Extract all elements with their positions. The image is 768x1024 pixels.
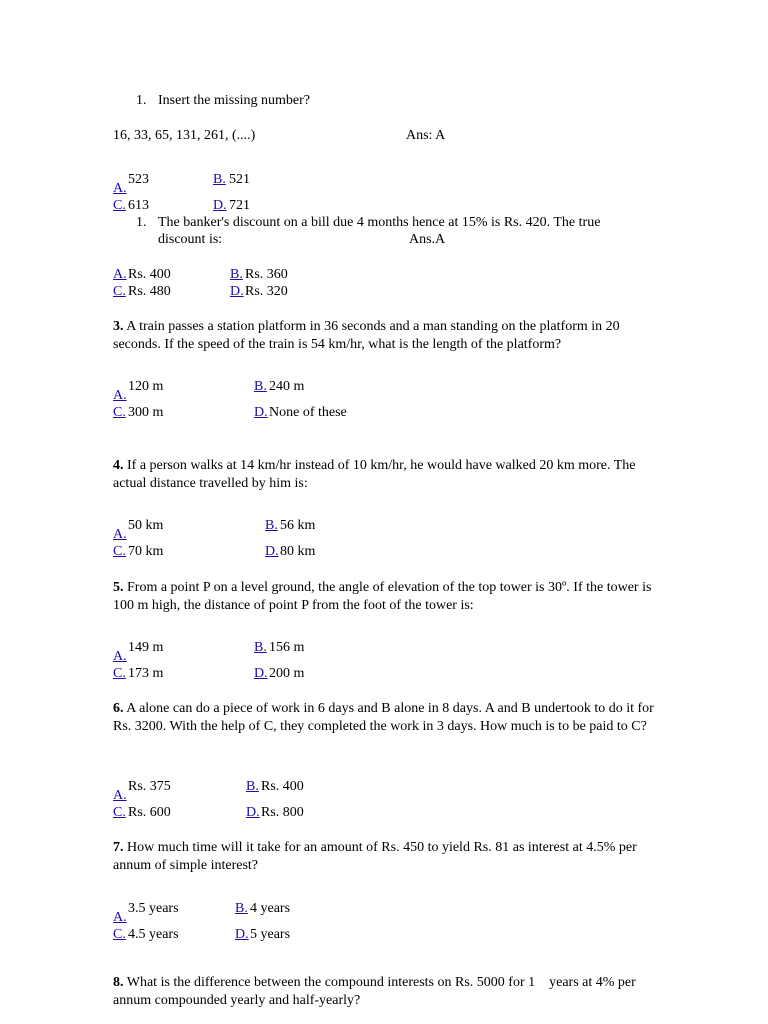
q4-option-d-value: 80 km [280,544,316,559]
q7-option-a-link[interactable]: A. [113,910,127,925]
q1-number: 1. [136,93,147,108]
q2-option-c-link[interactable]: C. [113,284,126,299]
q3-option-c-link[interactable]: C. [113,405,126,420]
q6-number: 6. [113,701,124,716]
q2-option-a-value: Rs. 400 [128,267,171,282]
q3-number: 3. [113,319,124,334]
q7-option-b-link[interactable]: B. [235,901,248,916]
q2-text-line2: discount is: [158,232,223,247]
q4-option-b-link[interactable]: B. [265,518,278,533]
q1-option-b-link[interactable]: B. [213,172,226,187]
q6-option-d-link[interactable]: D. [246,805,260,820]
q5-option-c-link[interactable]: C. [113,666,126,681]
q3-option-c-value: 300 m [128,405,164,420]
q7-text: How much time will it take for an amount of Rs. 450 to yield Rs. 81 as interest at 4.5% per annum of simple interest? [113,840,637,873]
q7-option-d-value: 5 years [250,927,291,942]
q6-question [113,700,658,735]
q1-series: 16, 33, 65, 131, 261, (....) [113,128,256,143]
q3-option-d-link[interactable]: D. [254,405,268,420]
q3-option-a-value: 120 m [128,379,164,394]
q1-text: Insert the missing number? [158,93,311,108]
q4-question [113,457,658,492]
q1-option-c-link[interactable]: C. [113,198,126,213]
q7-option-b-value: 4 years [250,901,291,916]
q4-option-a-link[interactable]: A. [113,527,127,542]
q4-text: If a person walks at 14 km/hr instead of 10 km/hr, he would have walked 20 km more. The actual distance travelled by him is: [113,458,636,491]
q5-option-b-value: 156 m [269,640,305,655]
q3-option-d-value: None of these [269,405,347,420]
q1-option-c-value: 613 [128,198,149,213]
q1-option-d-link[interactable]: D. [213,198,227,213]
q6-option-a-link[interactable]: A. [113,788,127,803]
q1-option-d-value: 721 [229,198,250,213]
q5-option-b-link[interactable]: B. [254,640,267,655]
q7-number: 7. [113,840,124,855]
q8-text: What is the difference between the compound interests on Rs. 5000 for 1 years at 4% per annum compounded yearly and half-yearly? [113,975,640,1008]
q2-option-b-value: Rs. 360 [245,267,288,282]
q5-option-a-link[interactable]: A. [113,649,127,664]
q6-option-c-link[interactable]: C. [113,805,126,820]
q6-option-b-link[interactable]: B. [246,779,259,794]
q3-text: A train passes a station platform in 36 seconds and a man standing on the platform in 20 seconds. If the speed of the train is 54 km/hr, what is the length of the platform? [113,319,620,352]
q3-question [113,318,658,353]
q4-option-a-value: 50 km [128,518,164,533]
q6-option-c-value: Rs. 600 [128,805,171,820]
q1-option-a-link[interactable]: A. [113,181,127,196]
q5-number: 5. [113,580,124,595]
q3-option-b-value: 240 m [269,379,305,394]
q2-number: 1. [136,215,147,230]
q5-text: From a point P on a level ground, the angle of elevation of the top tower is 30º. If the tower is 100 m high, the distance of point P from the foot of the tower is: [113,580,652,613]
q5-question [113,579,658,614]
q3-option-a-link[interactable]: A. [113,388,127,403]
q8-number: 8. [113,975,124,990]
q7-option-c-value: 4.5 years [128,927,179,942]
q6-text: A alone can do a piece of work in 6 days and B alone in 8 days. A and B undertook to do it for Rs. 3200. With the help of C, they completed the work in 3 days. How much is to be paid to C? [113,701,654,734]
q2-option-b-link[interactable]: B. [230,267,243,282]
q1-option-b-value: 521 [229,172,250,187]
q7-option-c-link[interactable]: C. [113,927,126,942]
q2-option-a-link[interactable]: A. [113,267,127,282]
q5-option-a-value: 149 m [128,640,164,655]
q2-text-line1: The banker's discount on a bill due 4 months hence at 15% is Rs. 420. The true [158,215,601,230]
q1-option-a-value: 523 [128,172,149,187]
q3-option-b-link[interactable]: B. [254,379,267,394]
q1-answer: Ans: A [406,128,446,143]
q7-option-d-link[interactable]: D. [235,927,249,942]
q2-answer: Ans.A [409,232,446,247]
q4-number: 4. [113,458,124,473]
q5-option-c-value: 173 m [128,666,164,681]
q5-option-d-value: 200 m [269,666,305,681]
q4-option-c-value: 70 km [128,544,164,559]
q6-option-b-value: Rs. 400 [261,779,304,794]
q8-question [113,974,658,1009]
q6-option-d-value: Rs. 800 [261,805,304,820]
q5-option-d-link[interactable]: D. [254,666,268,681]
q7-option-a-value: 3.5 years [128,901,179,916]
q7-question [113,839,658,874]
q6-option-a-value: Rs. 375 [128,779,171,794]
q4-option-d-link[interactable]: D. [265,544,279,559]
q2-option-c-value: Rs. 480 [128,284,171,299]
q4-option-c-link[interactable]: C. [113,544,126,559]
q4-option-b-value: 56 km [280,518,316,533]
q2-option-d-link[interactable]: D. [230,284,244,299]
q2-option-d-value: Rs. 320 [245,284,288,299]
